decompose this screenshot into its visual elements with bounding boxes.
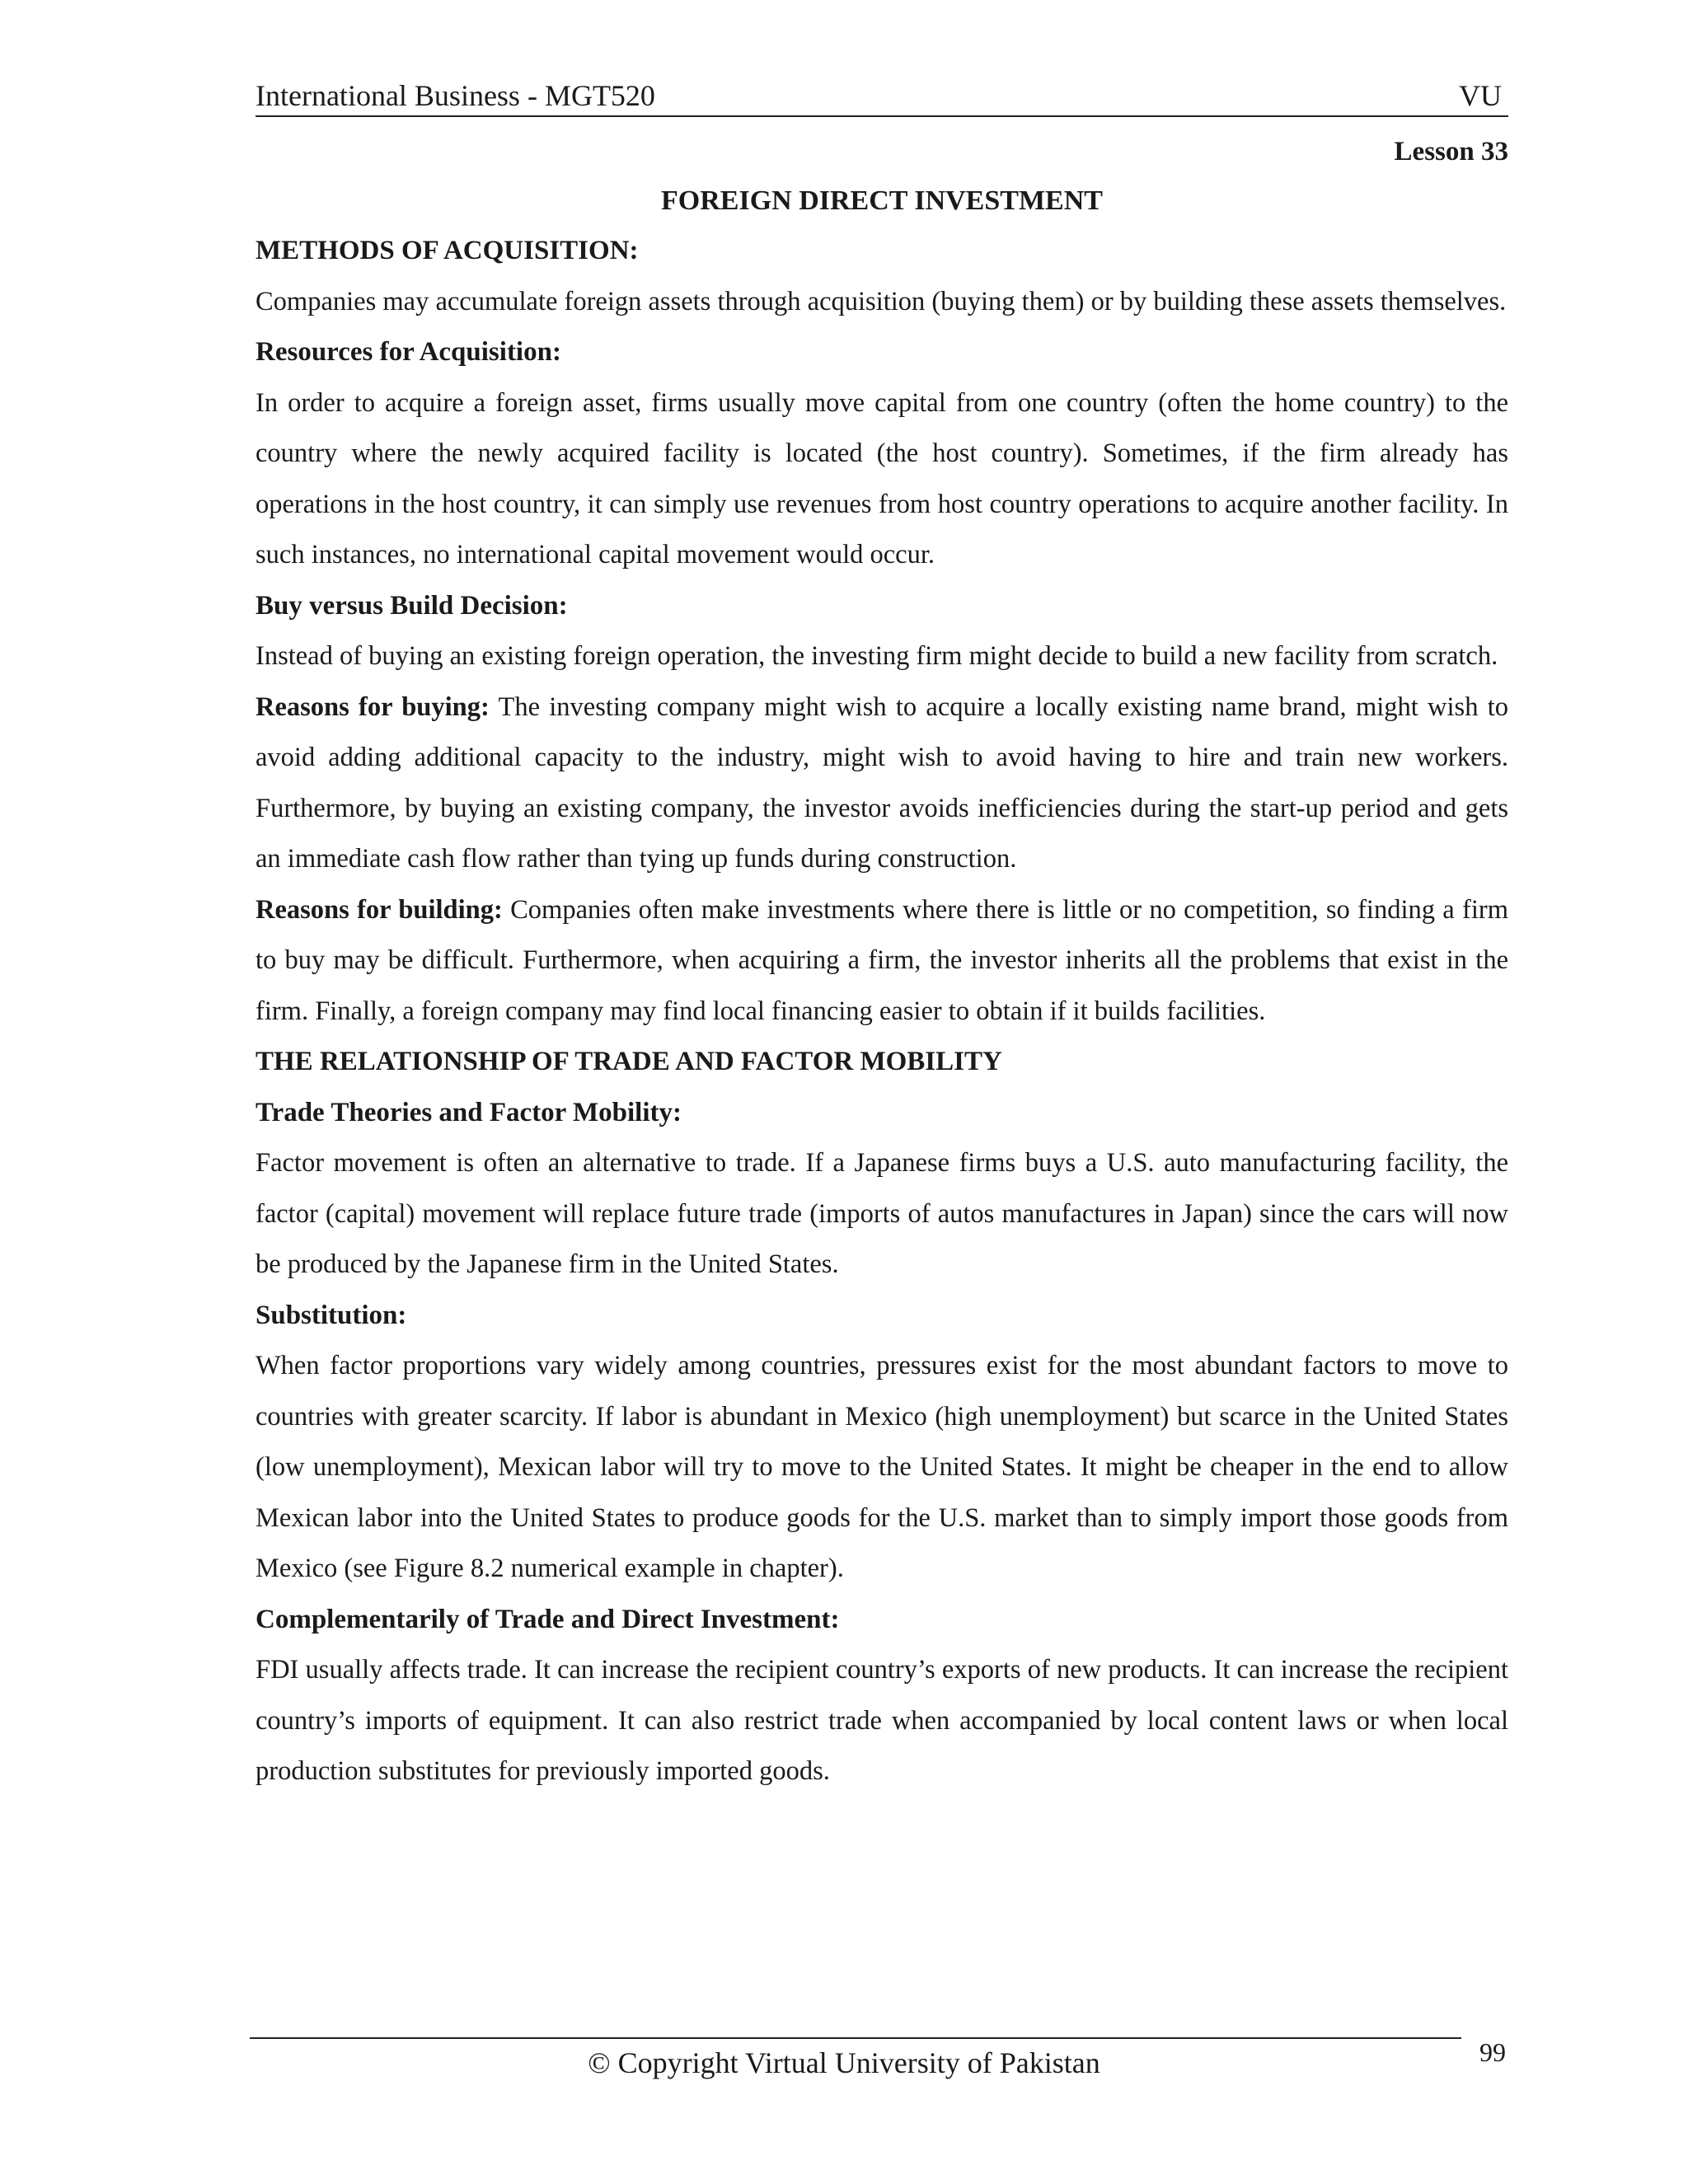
footer-divider bbox=[250, 2037, 1461, 2039]
reasons-building-label: Reasons for building: bbox=[256, 894, 503, 925]
buy-build-paragraph: Instead of buying an existing foreign operation, the investing firm might decide to build a new facility from scratch. bbox=[256, 641, 1498, 671]
methods-heading: METHODS OF ACQUISITION: bbox=[256, 236, 639, 265]
reasons-buying-label: Reasons for buying: bbox=[256, 691, 490, 722]
page-title: FOREIGN DIRECT INVESTMENT bbox=[661, 185, 1103, 216]
lesson-number: Lesson 33 bbox=[1394, 137, 1508, 166]
reasons-building-text: Companies often make investments where there is little or no competition, so finding a firm to buy may be difficult. Furthermore, when acquiring a firm, the investor inherits all the problems that exist in the firm. Finally, a foreign company may find local financing easier to obtain if it builds facilities. bbox=[256, 894, 1509, 1026]
page-body bbox=[256, 132, 1508, 1797]
institution-abbreviation: VU bbox=[1459, 79, 1502, 112]
substitution-paragraph: When factor proportions vary widely among countries, pressures exist for the most abundant factors to move to countries with greater scarcity. If labor is abundant in Mexico (high unemployment) but scarce in the United States (low unemployment), Mexican labor will try to move to the United States. It might be cheaper in the end to allow Mexican labor into the United States to produce goods for the U.S. market than to simply import those goods from Mexico (see Figure 8.2 numerical example in chapter). bbox=[256, 1351, 1508, 1583]
course-title: International Business - MGT520 bbox=[256, 79, 655, 112]
complementarity-heading: Complementarily of Trade and Direct Investment: bbox=[256, 1604, 840, 1634]
copyright-notice: © Copyright Virtual University of Pakistan bbox=[588, 2046, 1100, 2079]
reasons-building-paragraph bbox=[256, 885, 1508, 1038]
substitution-heading: Substitution: bbox=[256, 1300, 407, 1330]
reasons-buying-text: The investing company might wish to acquire a locally existing name brand, might wish to avoid adding additional capacity to the industry, might wish to avoid having to hire and train new workers. Furthermore, by buying an existing company, the investor avoids inefficiencies during the start-up period and gets an immediate cash flow rather than tying up funds during construction. bbox=[256, 691, 1508, 874]
resources-heading: Resources for Acquisition: bbox=[256, 337, 561, 367]
relationship-heading: THE RELATIONSHIP OF TRADE AND FACTOR MOBILITY bbox=[256, 1047, 1002, 1076]
trade-theories-heading: Trade Theories and Factor Mobility: bbox=[256, 1097, 682, 1127]
methods-paragraph: Companies may accumulate foreign assets through acquisition (buying them) or by building these assets themselves. bbox=[256, 286, 1507, 316]
page-header bbox=[256, 76, 1508, 117]
trade-theories-paragraph: Factor movement is often an alternative to trade. If a Japanese firms buys a U.S. auto manufacturing facility, the factor (capital) movement will replace future trade (imports of autos manufactures in Japan) since the cars will now be produced by the Japanese firm in the United States. bbox=[256, 1148, 1508, 1279]
reasons-buying-paragraph bbox=[256, 682, 1508, 885]
buy-build-heading: Buy versus Build Decision: bbox=[256, 590, 568, 621]
resources-paragraph: In order to acquire a foreign asset, firms usually move capital from one country (often the home country) to the country where the newly acquired facility is located (the host country). Sometimes, if the firm already has operations in the host country, it can simply use revenues from host country operations to acquire another facility. In such instances, no international capital movement would occur. bbox=[256, 387, 1508, 569]
page-number: 99 bbox=[1479, 2037, 1506, 2067]
complementarity-paragraph: FDI usually affects trade. It can increase the recipient country’s exports of new products. It can increase the recipient country’s imports of equipment. It can also restrict trade when accompanied by local content laws or when local production substitutes for previously imported goods. bbox=[256, 1655, 1508, 1786]
